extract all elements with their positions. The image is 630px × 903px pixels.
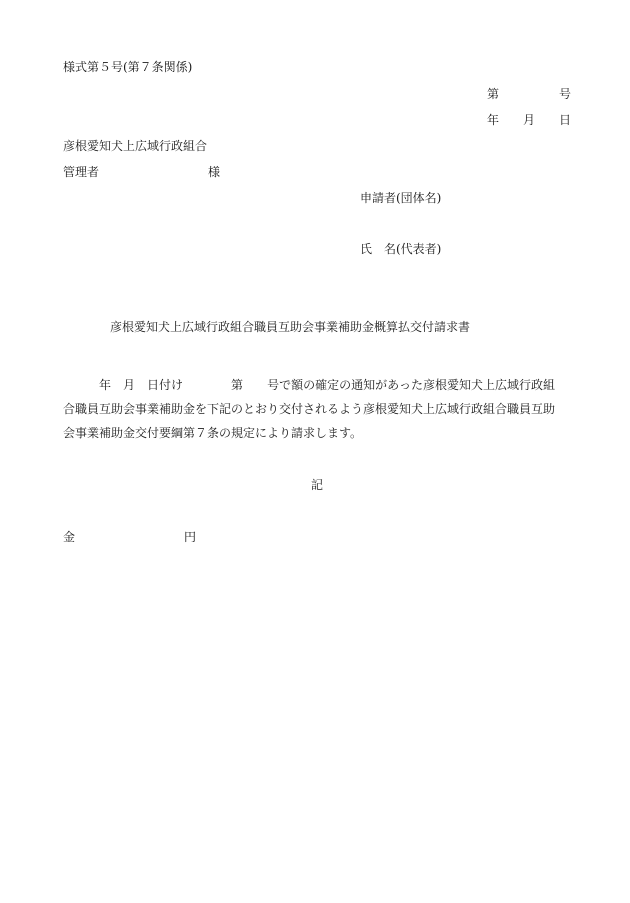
recipient-title: 管理者 bbox=[63, 165, 100, 179]
body-month-label: 月 bbox=[123, 378, 136, 392]
body-number-prefix: 第 bbox=[231, 378, 244, 392]
recipient-organization: 彦根愛知犬上広域行政組合 bbox=[63, 139, 208, 153]
amount-label: 金 bbox=[63, 530, 76, 544]
date-month-label: 月 bbox=[523, 113, 536, 127]
paragraph-line-3: 会事業補助金交付要綱第７条の規定により請求します。 bbox=[63, 426, 363, 440]
amount-unit: 円 bbox=[184, 530, 197, 544]
request-paragraph bbox=[63, 373, 583, 445]
paragraph-line-2: 合職員互助会事業補助金を下記のとおり交付されるよう彦根愛知犬上広域行政組合職員互助 bbox=[63, 402, 556, 416]
recipient-honorific: 様 bbox=[208, 165, 221, 179]
date-year-label: 年 bbox=[487, 113, 500, 127]
body-date-suffix: 日付け bbox=[147, 378, 184, 392]
body-line-1-text: 号で額の確定の通知があった彦根愛知犬上広域行政組 bbox=[267, 378, 555, 392]
body-year-label: 年 bbox=[99, 378, 112, 392]
document-title: 彦根愛知犬上広域行政組合職員互助会事業補助金概算払交付請求書 bbox=[110, 320, 471, 334]
applicant-name-label: 氏 名(代表者) bbox=[360, 242, 442, 256]
ki-heading: 記 bbox=[311, 478, 324, 492]
document-number-suffix: 号 bbox=[559, 87, 572, 101]
form-number: 様式第５号(第７条関係) bbox=[63, 60, 193, 74]
date-day-label: 日 bbox=[559, 113, 572, 127]
applicant-organization-label: 申請者(団体名) bbox=[360, 191, 442, 205]
document-number-label: 第 bbox=[487, 87, 500, 101]
paragraph-line-1 bbox=[63, 373, 583, 397]
